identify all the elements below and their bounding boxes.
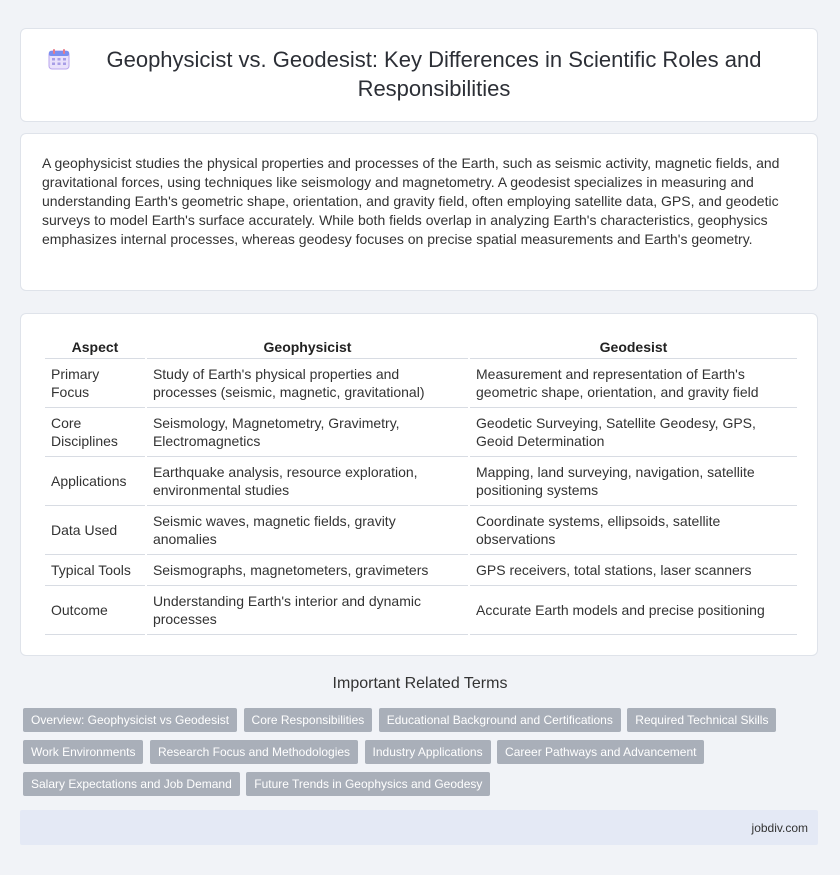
tag-link[interactable]: Educational Background and Certifications xyxy=(379,708,621,732)
table-row xyxy=(45,506,797,555)
comparison-card xyxy=(20,313,818,656)
tag-link[interactable]: Future Trends in Geophysics and Geodesy xyxy=(246,772,490,796)
row-aspect: Applications xyxy=(45,457,145,506)
table-row xyxy=(45,408,797,457)
related-terms-title: Important Related Terms xyxy=(332,675,508,692)
tag-link[interactable]: Work Environments xyxy=(23,740,143,764)
tag-link[interactable]: Overview: Geophysicist vs Geodesist xyxy=(23,708,237,732)
table-row xyxy=(45,555,797,586)
row-geophysicist: Study of Earth's physical properties and processes (seismic, magnetic, gravitational) xyxy=(147,359,468,408)
row-geophysicist: Understanding Earth's interior and dynamic processes xyxy=(147,586,468,635)
row-aspect: Data Used xyxy=(45,506,145,555)
intro-paragraph: A geophysicist studies the physical properties and processes of the Earth, such as seismic activity, magnetic fields, and gravitational forces, using techniques like seismology and magnetometry. A geodesist specializes in measuring and understanding Earth's geometric shape, orientation, and gravity field, often employing satellite data, GPS, and geodetic surveys to model Earth's surface accurately. While both fields overlap in analyzing Earth's characteristics, geophysics emphasizes internal processes, whereas geodesy focuses on precise spatial measurements and Earth's geometry. xyxy=(42,155,780,247)
intro-card xyxy=(20,133,818,291)
title-card xyxy=(20,28,818,122)
header-aspect: Aspect xyxy=(45,334,145,359)
tag-link[interactable]: Salary Expectations and Job Demand xyxy=(23,772,240,796)
row-geophysicist: Earthquake analysis, resource exploration, environmental studies xyxy=(147,457,468,506)
table-row xyxy=(45,586,797,635)
header-geodesist: Geodesist xyxy=(470,334,797,359)
table-row xyxy=(45,359,797,408)
tag-link[interactable]: Career Pathways and Advancement xyxy=(497,740,704,764)
table-row xyxy=(45,457,797,506)
tag-link[interactable]: Research Focus and Methodologies xyxy=(150,740,358,764)
footer xyxy=(20,810,818,845)
row-geodesist: Mapping, land surveying, navigation, satellite positioning systems xyxy=(470,457,797,506)
row-geodesist: Geodetic Surveying, Satellite Geodesy, GPS, Geoid Determination xyxy=(470,408,797,457)
row-aspect: Primary Focus xyxy=(45,359,145,408)
tag-link[interactable]: Industry Applications xyxy=(365,740,491,764)
row-geodesist: GPS receivers, total stations, laser scanners xyxy=(470,555,797,586)
tag-link[interactable]: Core Responsibilities xyxy=(244,708,373,732)
row-aspect: Core Disciplines xyxy=(45,408,145,457)
table-header-row xyxy=(45,334,797,359)
row-aspect: Typical Tools xyxy=(45,555,145,586)
row-geodesist: Coordinate systems, ellipsoids, satellite observations xyxy=(470,506,797,555)
comparison-table xyxy=(43,334,799,635)
row-aspect: Outcome xyxy=(45,586,145,635)
row-geophysicist: Seismographs, magnetometers, gravimeters xyxy=(147,555,468,586)
row-geophysicist: Seismology, Magnetometry, Gravimetry, Electromagnetics xyxy=(147,408,468,457)
tag-link[interactable]: Required Technical Skills xyxy=(627,708,776,732)
row-geophysicist: Seismic waves, magnetic fields, gravity anomalies xyxy=(147,506,468,555)
header-geophysicist: Geophysicist xyxy=(147,334,468,359)
row-geodesist: Accurate Earth models and precise positioning xyxy=(470,586,797,635)
footer-site-link[interactable]: jobdiv.com xyxy=(751,821,808,835)
related-terms-tags xyxy=(23,708,813,804)
row-geodesist: Measurement and representation of Earth's geometric shape, orientation, and gravity field xyxy=(470,359,797,408)
page-title: Geophysicist vs. Geodesist: Key Differences in Scientific Roles and Responsibilities xyxy=(106,47,762,101)
